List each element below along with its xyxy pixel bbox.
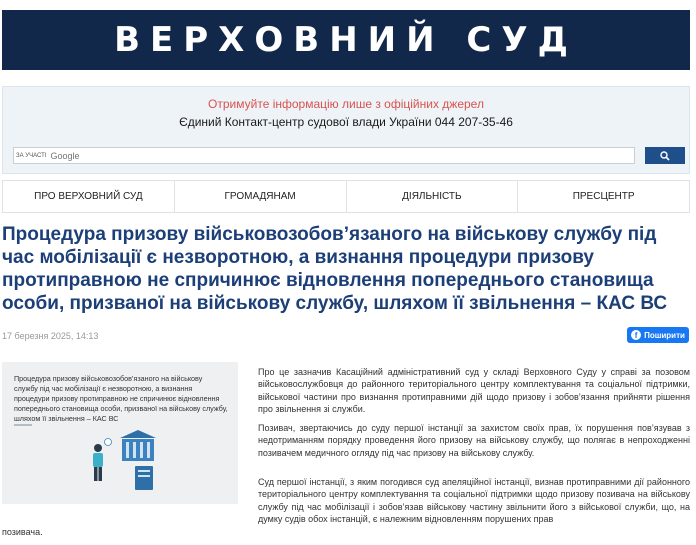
- info-panel: [2, 86, 690, 174]
- nav-item-citizens[interactable]: ГРОМАДЯНАМ: [175, 181, 347, 212]
- nav-item-press-center[interactable]: ПРЕСЦЕНТР: [572, 191, 635, 202]
- facebook-icon: f: [631, 330, 641, 340]
- article-date: 17 березня 2025, 14:13: [2, 331, 99, 341]
- article-paragraph-continuation: позивача.: [2, 527, 43, 537]
- search-icon: [660, 151, 670, 161]
- contact-center-text: Єдиний Контакт-центр судової влади України 044 207-35-46: [179, 115, 513, 129]
- search-bar: [13, 147, 683, 164]
- nav-item-about[interactable]: ПРО ВЕРХОВНИЙ СУД: [3, 181, 175, 212]
- search-prefix: ЗА УЧАСТІ: [16, 152, 47, 159]
- search-input[interactable]: [50, 151, 610, 161]
- main-nav: [2, 180, 690, 213]
- article-paragraph: Суд першої інстанції, з яким погодився суд апеляційної інстанції, визнав протиправними дії районного територіального центру комплектування та соціальної підтримки щодо призову позивача на військову службу під час мобілізації і зобов’язав військову частину звільнити його з військової служби, що, на думку судів обох інстанцій, є належним відновленням порушених прав: [258, 477, 690, 525]
- nav-item-activity[interactable]: ДІЯЛЬНІСТЬ: [347, 181, 519, 212]
- site-title: ВЕРХОВНИЙ СУД: [114, 20, 578, 60]
- official-sources-warning: Отримуйте інформацію лише з офіційних джерел: [208, 97, 484, 111]
- article-paragraph: Позивач, звертаючись до суду першої інстанції за захистом своїх прав, їх порушення пов’язував з недотриманням порядку проведення його призову на військову службу, що полягає в непроходженні позивачем медичного огляду під час призову на військову службу.: [258, 423, 690, 458]
- share-button[interactable]: [627, 327, 689, 343]
- article-title: Процедура призову військовозобов’язаного на військову службу під час мобілізації є незворотною, а визнання процедури призову протиправною не спричинює відновлення попереднього становища особи, призваної на військову службу, шляхом її звільнення – КАС ВС: [2, 224, 668, 314]
- article-image-caption: Процедура призову військовозобов’язаного на військову службу під час мобілізації є незворотною, а визнання процедури призову протиправною не спричинює відновлення попереднього становища особи, призваної на військову службу, шляхом її звільнення – КАС ВС: [14, 374, 228, 423]
- article-paragraph: Про це зазначив Касаційний адміністративний суд у складі Верховного Суду у справі за позовом військовослужбовця до районного територіального центру комплектування та соціальної підтримки, військової частини про визнання протиправними дій щодо призову і зобов’язання прийняти рішення про звільнення зі служби.: [258, 367, 690, 415]
- share-label: Поширити: [644, 330, 685, 340]
- article-image: [2, 362, 238, 504]
- site-banner[interactable]: [2, 10, 690, 70]
- search-button[interactable]: [645, 147, 685, 164]
- search-field-wrapper: [13, 147, 635, 164]
- illustration-icon: [2, 362, 238, 504]
